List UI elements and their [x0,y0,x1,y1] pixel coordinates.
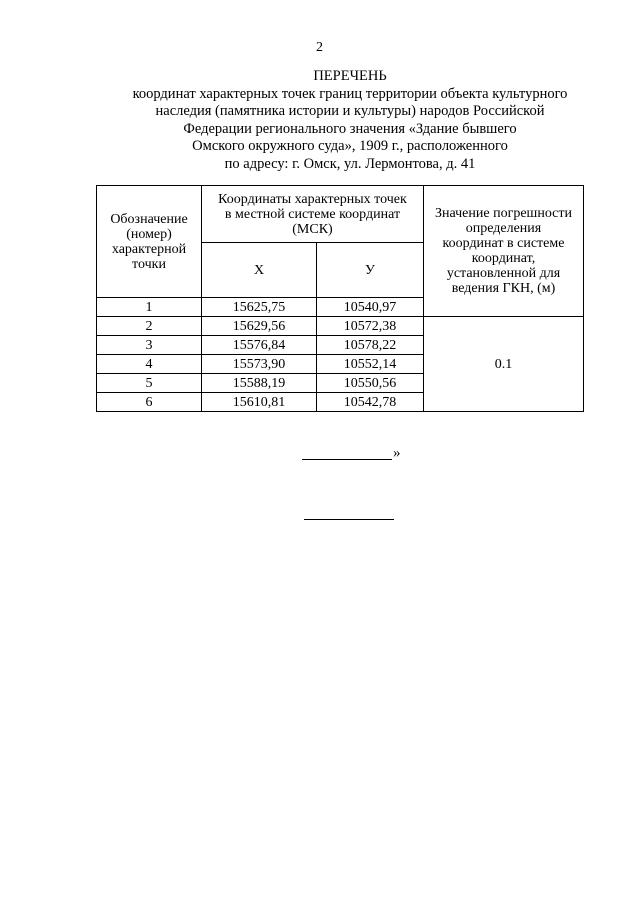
heading-line: координат характерных точек границ территории объекта культурного [132,85,568,102]
end-line [304,519,394,520]
page-number: 2 [316,40,323,55]
header-designation-line: Обозначение [110,211,188,227]
header-y: У [317,243,424,298]
point-number: 5 [97,374,202,393]
point-x: 15588,19 [202,374,317,393]
header-designation-line: точки [132,256,166,272]
point-x: 15573,90 [202,355,317,374]
point-y: 10572,38 [317,317,424,336]
point-number: 2 [97,317,202,336]
point-x: 15576,84 [202,336,317,355]
point-number: 1 [97,298,202,317]
header-error-line: координат, [471,251,536,266]
signature-line [302,459,392,460]
header-coordinates-line: Координаты характерных точек [218,191,407,207]
point-number: 3 [97,336,202,355]
header-error-line: ведения ГКН, (м) [451,281,556,296]
header-x: X [202,243,317,298]
heading-title: ПЕРЕЧЕНЬ [313,68,387,84]
heading-line: по адресу: г. Омск, ул. Лермонтова, д. 41 [224,155,476,172]
header-error-line: Значение погрешности [434,206,572,221]
header-designation [97,186,202,298]
header-coordinates [202,186,424,243]
document-heading [60,68,639,174]
header-coordinates-line: в местной системе координат [224,206,401,222]
point-y: 10578,22 [317,336,424,355]
header-error [424,186,584,317]
closing-quote: » [393,445,401,461]
header-designation-line: (номер) [126,226,172,242]
header-designation-line: характерной [111,241,187,257]
table-row [97,317,584,336]
heading-line: наследия (памятника истории и культуры) народов Российской [155,103,545,120]
point-x: 15610,81 [202,393,317,412]
error-value: 0.1 [424,317,584,412]
header-error-line: координат в системе [442,236,565,251]
point-number: 6 [97,393,202,412]
header-error-line: установленной для [446,266,561,281]
header-error-line: определения [465,221,542,236]
header-coordinates-line: (МСК) [292,221,333,237]
heading-line: Федерации регионального значения «Здание бывшего [183,120,517,137]
point-y: 10542,78 [317,393,424,412]
point-y: 10552,14 [317,355,424,374]
coordinates-table [96,185,584,412]
heading-line: Омского окружного суда», 1909 г., расположенного [192,138,508,155]
point-x: 15629,56 [202,317,317,336]
point-number: 4 [97,355,202,374]
point-y: 10540,97 [317,298,424,317]
point-y: 10550,56 [317,374,424,393]
point-x: 15625,75 [202,298,317,317]
